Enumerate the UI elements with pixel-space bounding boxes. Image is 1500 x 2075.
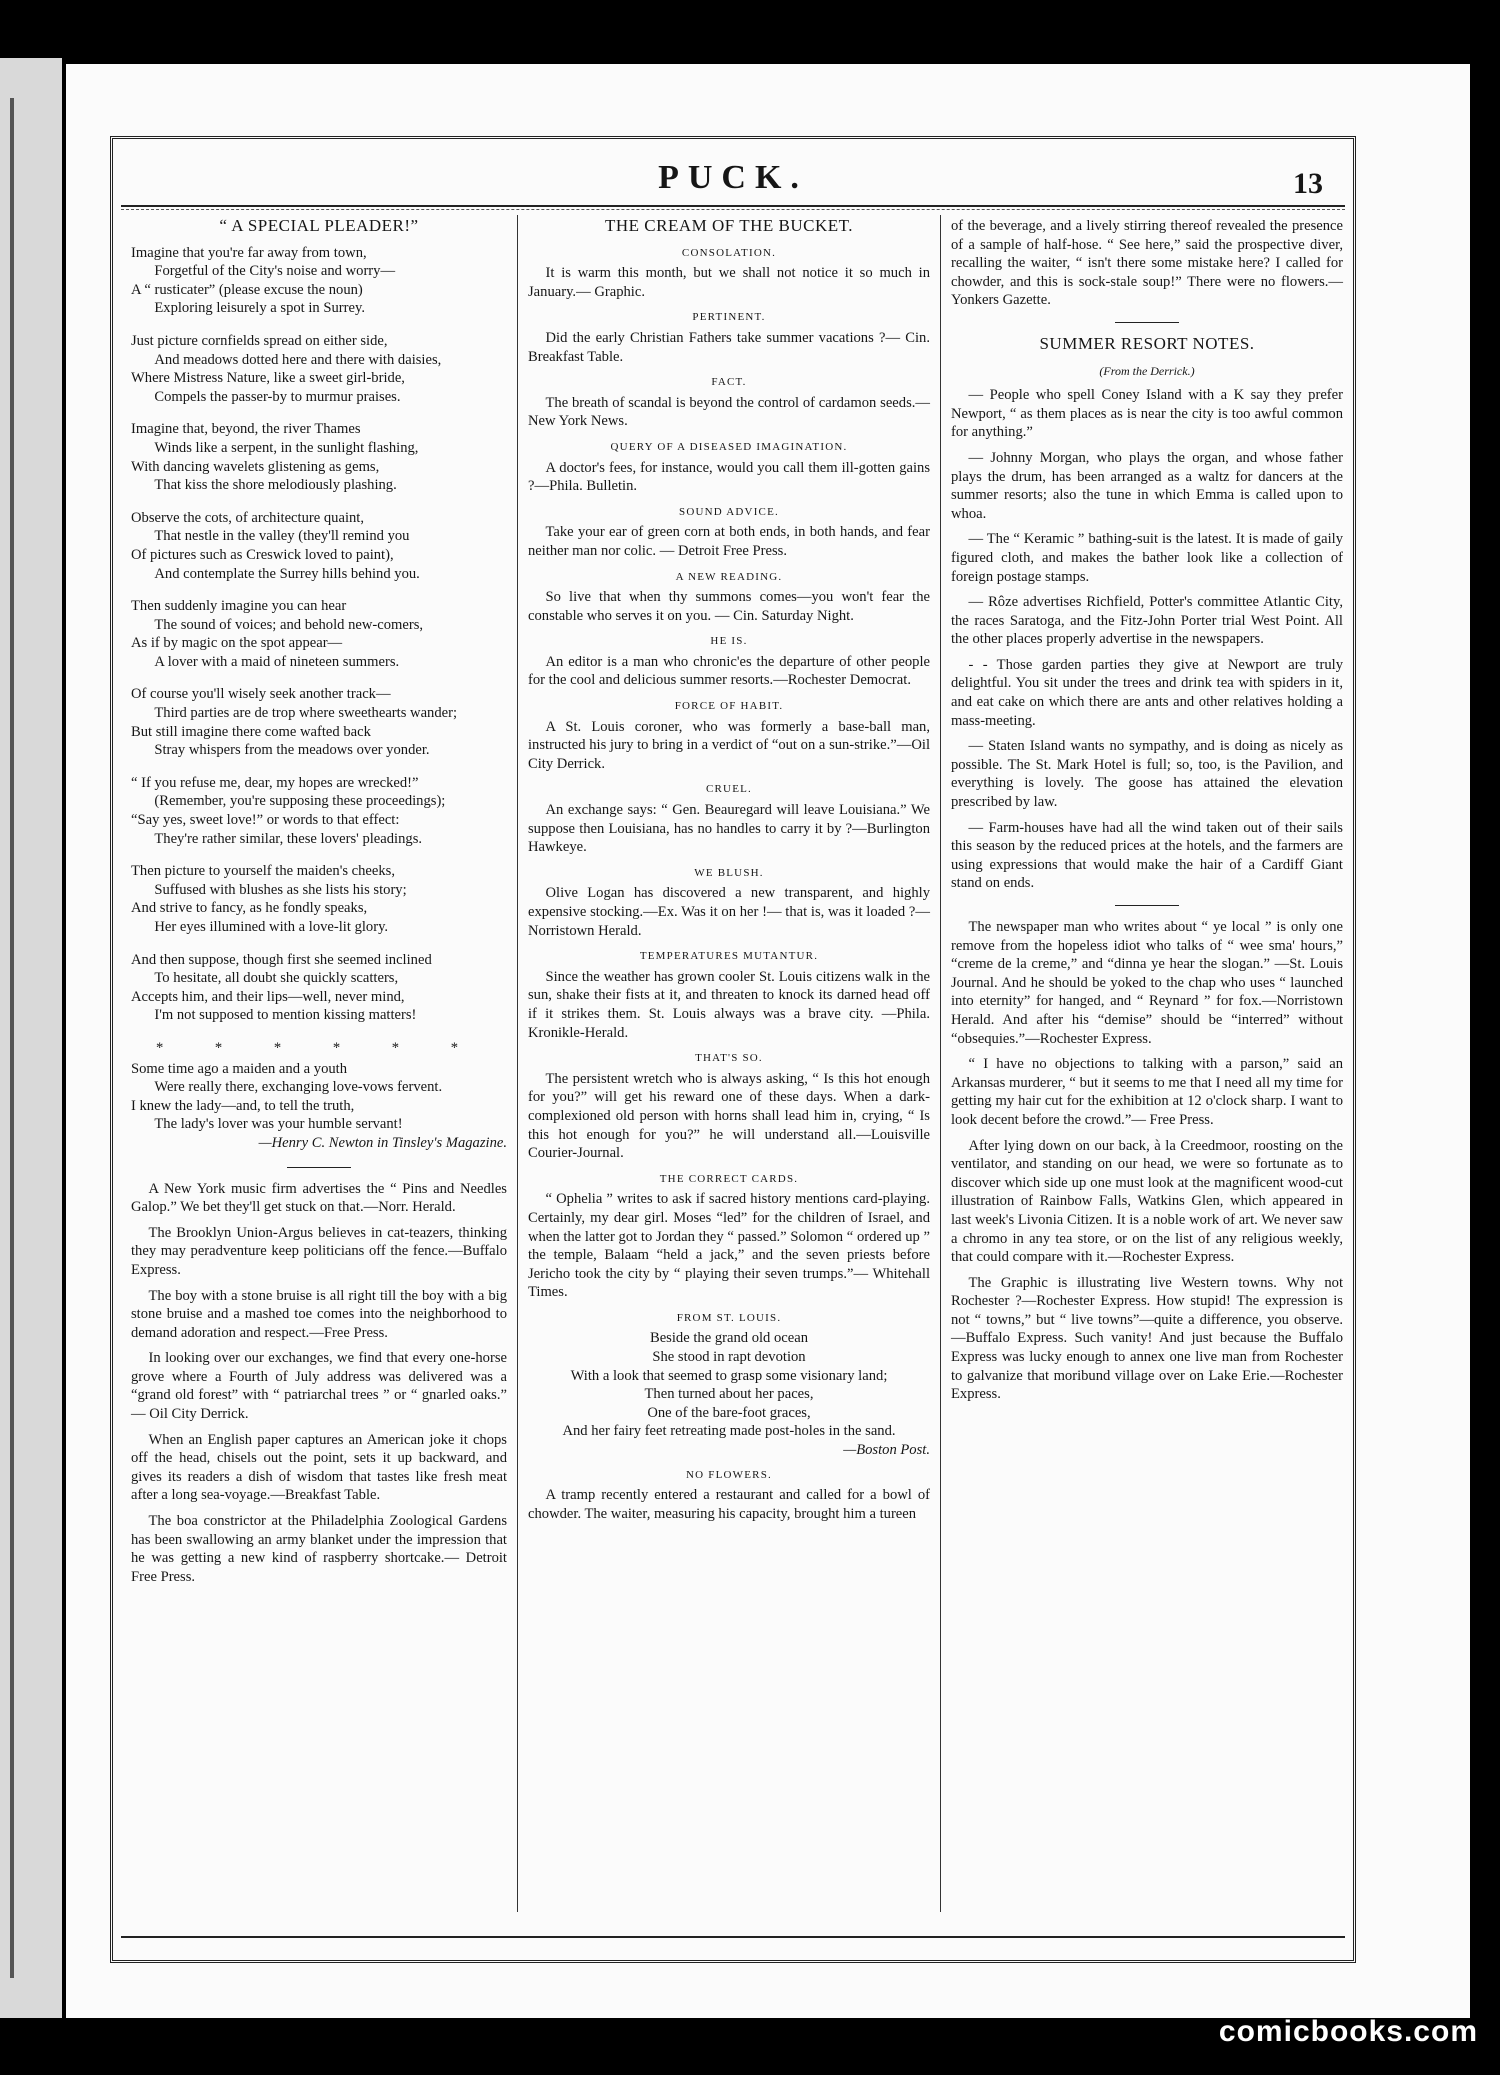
poem-line: Compels the passer-by to murmur praises.	[154, 388, 401, 405]
section-title: THE CREAM OF THE BUCKET.	[605, 216, 853, 235]
poem-stanza	[131, 509, 507, 583]
news-item: The Brooklyn Union-Argus believes in cat-teazers, thinking they may peradventure keep politicians off the fence.—Buffalo Express.	[131, 1224, 507, 1278]
section-title: SUMMER RESORT NOTES.	[1039, 333, 1255, 353]
poem-line: And then suppose, though first she seemed inclined	[131, 951, 432, 968]
section-stars: * * * * * *	[155, 1039, 483, 1056]
page-number: 13	[1293, 167, 1323, 200]
poem-stanza	[131, 774, 507, 848]
poem-stanza	[131, 332, 507, 406]
poem-final-stanza	[131, 1060, 507, 1153]
site-watermark: comicbooks.com	[1218, 2015, 1478, 2048]
subheading: CONSOLATION.	[681, 246, 777, 259]
jokes-list	[528, 244, 930, 1302]
news-item: The boa constrictor at the Philadelphia Zoological Gardens has been swallowing an army blanket under the impression that he was getting a new kind of raspberry shortcake.— Detroit Free Press.	[131, 1513, 507, 1585]
adjacent-page-edge	[0, 58, 62, 2018]
column-rule	[940, 215, 941, 1912]
poem-stanza	[131, 244, 507, 318]
poem-line: She stood in rapt devotion	[652, 1349, 806, 1366]
poem-line: Her eyes illumined with a love-lit glory.	[154, 919, 389, 935]
poem-line: “ If you refuse me, dear, my hopes are wrecked!”	[131, 774, 419, 791]
subheading: A NEW READING.	[675, 570, 783, 583]
resort-note: — Farm-houses have had all the wind taken out of their sails this season by the reduced prices at the hotels, and the farmers are using expressions that would make the hair of a Cardiff Giant stand on ends.	[951, 819, 1343, 892]
news-item: So live that when thy summons comes—you won't fear the constable who serves it on you. — Cin. Saturday Night.	[528, 589, 930, 624]
poem-line: A “ rusticater” (please excuse the noun)	[131, 281, 363, 298]
short-poem	[528, 1329, 930, 1459]
poem-line: And contemplate the Surrey hills behind you.	[154, 565, 420, 582]
subheading: FROM ST. LOUIS.	[676, 1311, 782, 1324]
subheading: HE IS.	[710, 635, 748, 648]
poem-line: Of course you'll wisely seek another track—	[131, 686, 391, 703]
poem-line: Imagine that, beyond, the river Thames	[131, 421, 361, 438]
subheading: THAT'S SO.	[695, 1052, 763, 1065]
poem-attribution: —Boston Post.	[843, 1442, 930, 1459]
news-item: A New York music firm advertises the “ Pins and Needles Galop.” We bet they'll get stuck on that.—Norr. Herald.	[131, 1180, 507, 1216]
poem-stanza	[131, 862, 507, 936]
poem-line: Some time ago a maiden and a youth	[131, 1060, 348, 1077]
column-3	[951, 217, 1343, 1411]
poem-line: Stray whispers from the meadows over yonder.	[154, 742, 430, 759]
poem-line: Just picture cornfields spread on either side,	[131, 332, 388, 349]
poem-line: And strive to fancy, as he fondly speaks,	[131, 900, 368, 917]
poem-line: The sound of voices; and behold new-comers,	[154, 616, 424, 633]
news-item: “ Ophelia ” writes to ask if sacred history mentions card-playing. Certainly, my dear girl. Moses “led” for the children of Israel, and when the latter got to Jordan they “ passed.” Solomon “ ordered up ” the temple, Balaam “held a jack,” and the seven priests before Jericho took the city by “ playing their seven trumps.”— Whitehall Times.	[528, 1191, 930, 1301]
news-item: A tramp recently entered a restaurant and called for a bowl of chowder. The waiter, measuring his capacity, brought him a tureen	[528, 1487, 930, 1522]
news-item: Since the weather has grown cooler St. Louis citizens walk in the sun, shake their fists at it, and threaten to knock its darned head off if it strikes them. St. Louis always was a brave city. —Phila. Kronikle-Herald.	[528, 968, 930, 1041]
poem-line: Winds like a serpent, in the sunlight flashing,	[154, 439, 419, 456]
news-item: An editor is a man who chronic'es the departure of other people for the cool and delicious summer resorts.—Rochester Democrat.	[528, 653, 930, 689]
resort-note: — The “ Keramic ” bathing-suit is the latest. It is made of gaily figured cloth, and makes the bather look like a collection of foreign postage stamps.	[951, 531, 1343, 585]
news-item: A doctor's fees, for instance, would you call them ill-gotten gains ?—Phila. Bulletin.	[528, 459, 930, 495]
poem-line: That kiss the shore melodiously plashing.	[154, 477, 397, 494]
poem-line: Beside the grand old ocean	[649, 1330, 809, 1347]
poem-line: That nestle in the valley (they'll remind you	[154, 528, 410, 545]
poem-line: (Remember, you're supposing these proceedings);	[154, 793, 446, 810]
poem-line: With dancing wavelets glistening as gems,	[131, 458, 380, 475]
subheading: THE CORRECT CARDS.	[659, 1172, 799, 1185]
resort-note: — Rôze advertises Richfield, Potter's committee Atlantic City, the races Saratoga, and the Fitz-John Porter trial West Point. All the other places properly advertise in the newspapers.	[951, 594, 1343, 648]
resort-note: — Staten Island wants no sympathy, and is doing as nicely as possible. The St. Mark Hotel is full; so, too, is the Pavilion, and everything is lovely. The goose has attained the elevation prescribed by law.	[951, 738, 1343, 811]
news-item: The breath of scandal is beyond the control of cardamon seeds.—New York News.	[528, 394, 930, 430]
poem-line: Imagine that you're far away from town,	[131, 244, 367, 261]
news-item: The persistent wretch who is always asking, “ Is this hot enough for you?” will get his reward one of these days. When a dark-complexioned old person with horns shall lead him in, crying, “ Is this hot enough for you?” he will understand all.—Louisville Courier-Journal.	[528, 1070, 930, 1162]
news-item: “ I have no objections to talking with a parson,” said an Arkansas murderer, “ but it seems to me that I need all my time for getting my hair cut for the exhibition at 12 o'clock sharp. I want to look decent before the crowd.”— Free Press.	[951, 1056, 1343, 1128]
poem-line: One of the bare-foot graces,	[647, 1404, 811, 1421]
poem-stanza	[131, 420, 507, 494]
poem-line: As if by magic on the spot appear—	[131, 635, 343, 652]
resort-note: - - Those garden parties they give at Newport are truly delightful. You sit under the trees and drink tea with spiders in it, and eat cake on which there are ants and other relatives holding a mass-meeting.	[951, 656, 1343, 729]
header-rule	[121, 205, 1345, 210]
poem-line: I knew the lady—and, to tell the truth,	[131, 1097, 355, 1114]
poem-line: Then picture to yourself the maiden's cheeks,	[131, 863, 396, 880]
footer-rule	[121, 1936, 1345, 1938]
poem-line: With a look that seemed to grasp some visionary land;	[570, 1367, 888, 1384]
poem-stanza	[131, 597, 507, 671]
news-item: It is warm this month, but we shall not notice it so much in January.— Graphic.	[528, 265, 930, 300]
poem-stanza	[131, 685, 507, 759]
news-item: The newspaper man who writes about “ ye local ” is only one remove from the hopeless idiot who talks of “ wee sma' hours,” “creme de la creme,” and “dinna ye hear the slogan.” —St. Louis Journal. And he should be yoked to the chap who uses “ launched into eternity” for hanged, and “ Reynard ” for fox.—Norristown Herald. And after his “demise” should be “interred” without “obsequies.”—Rochester Express.	[951, 919, 1343, 1047]
masthead: PUCK.	[658, 159, 808, 196]
subheading: SOUND ADVICE.	[679, 505, 779, 518]
poem-line: And her fairy feet retreating made post-holes in the sand.	[562, 1423, 896, 1440]
resort-note: — People who spell Coney Island with a K say they prefer Newport, “ as them places as is near the city is too awful common for anything.”	[951, 387, 1343, 441]
poem-line: Then turned about her paces,	[644, 1386, 814, 1403]
news-item: The Graphic is illustrating live Western towns. Why not Rochester ?—Rochester Express. How stupid! The expression is not “ towns,” but “ live towns”—quite a difference, you observe.—Buffalo Express. Such vanity! And just because the Buffalo Express was lucky enough to annex one live man from Rochester to galvanize that moribund village over on Lake Erie.—Rochester Express.	[951, 1274, 1343, 1403]
poem-line: Forgetful of the City's noise and worry—	[154, 263, 396, 280]
poem-line: Accepts him, and their lips—well, never mind,	[131, 988, 405, 1005]
poem-line: Of pictures such as Creswick loved to paint),	[131, 546, 394, 563]
news-item: The boy with a stone bruise is all right till the boy with a big stone bruise and a mashed toe comes into the neighborhood to demand adoration and respect.—Free Press.	[131, 1287, 507, 1341]
poem-line: “Say yes, sweet love!” or words to that effect:	[131, 812, 400, 829]
subheading: FORCE OF HABIT.	[674, 700, 784, 713]
column-1	[131, 217, 507, 1593]
subheading: NO FLOWERS.	[686, 1468, 772, 1481]
news-item: A St. Louis coroner, who was formerly a base-ball man, instructed his jury to bring in a verdict of “out on a sun-strike.”—Oil City Derrick.	[528, 718, 930, 772]
subheading: CRUEL.	[705, 783, 752, 796]
poem-line: They're rather similar, these lovers' pleadings.	[154, 830, 423, 847]
subheading: QUERY OF A DISEASED IMAGINATION.	[610, 440, 848, 453]
news-item: An exchange says: “ Gen. Beauregard will leave Louisiana.” We suppose then Louisiana, has no handles to carry it by ?—Burlington Hawkeye.	[528, 802, 930, 856]
poem-line: A lover with a maid of nineteen summers.	[154, 653, 400, 670]
column-2	[528, 217, 930, 1530]
news-item: Did the early Christian Fathers take summer vacations ?— Cin. Breakfast Table.	[528, 329, 930, 365]
poem-line: Then suddenly imagine you can hear	[131, 598, 347, 615]
poem-title: “ A SPECIAL PLEADER!”	[219, 216, 419, 235]
divider	[1115, 322, 1179, 323]
poem-line: Where Mistress Nature, like a sweet girl-bride,	[131, 370, 405, 387]
adjacent-page-rule	[10, 98, 14, 1978]
divider	[287, 1167, 351, 1168]
poem-line: But still imagine there come wafted back	[131, 723, 371, 740]
poem-line: Third parties are de trop where sweethearts wander;	[154, 705, 458, 722]
poem-line: And meadows dotted here and there with daisies,	[154, 351, 442, 368]
subheading: WE BLUSH.	[694, 866, 764, 879]
subheading: FACT.	[711, 376, 747, 389]
poem-line: Exploring leisurely a spot in Surrey.	[154, 300, 365, 317]
poem-attribution: —Henry C. Newton in Tinsley's Magazine.	[258, 1134, 507, 1151]
poem-stanza	[131, 951, 507, 1025]
news-item: When an English paper captures an American joke it chops off the head, chisels out the point, sets it up backward, and gives its readers a dish of wisdom that tastes like fresh meat after a long sea-voyage.—Breakfast Table.	[131, 1431, 507, 1504]
subheading: PERTINENT.	[692, 311, 766, 324]
news-item: Olive Logan has discovered a new transparent, and highly expensive stocking.—Ex. Was it on her !— that is, was it loaded ?— Norristown Herald.	[528, 885, 930, 939]
news-item: Take your ear of green corn at both ends, in both hands, and fear neither man nor colic. — Detroit Free Press.	[528, 524, 930, 559]
news-item: After lying down on our back, à la Creedmoor, roosting on the ventilator, and standing on our head, we were so fortunate as to discover which side up one must look at the magnificent wood-cut illustration of Rainbow Falls, Watkins Glen, which appeared in last week's Livonia Citizen. It is a noble work of art. We never saw a chromo in any tea store, or on the list of any religious weekly, that could compare with it.—Rochester Express.	[951, 1137, 1343, 1266]
section-subtitle: (From the Derrick.)	[1099, 363, 1195, 378]
poem-body	[131, 244, 507, 1025]
subheading: TEMPERATURES MUTANTUR.	[639, 950, 819, 963]
poem-line: To hesitate, all doubt she quickly scatters,	[154, 970, 399, 987]
poem-line: I'm not supposed to mention kissing matters!	[154, 1007, 417, 1024]
continued-text: of the beverage, and a lively stirring thereof revealed the presence of a sample of half-hose. “ See here,” said the prospective diver, recalling the waiter, “ isn't there some mistake here? I called for chowder, and this is sock-stale soup!” There were no flowers.— Yonkers Gazette.	[951, 218, 1343, 309]
column-rule	[517, 215, 518, 1912]
poem-line: Suffused with blushes as she lists his story;	[154, 881, 407, 898]
poem-line: Observe the cots, of architecture quaint,	[131, 509, 365, 526]
poem-line: Were really there, exchanging love-vows fervent.	[154, 1079, 443, 1096]
divider	[1115, 905, 1179, 906]
poem-line: The lady's lover was your humble servant!	[154, 1116, 403, 1133]
resort-note: — Johnny Morgan, who plays the organ, and whose father plays the drum, has been arranged as a waltz for dancers at the summer resorts; also the tune in which Emma is called upon to whoa.	[951, 449, 1343, 522]
page-frame	[110, 136, 1356, 1963]
news-item: In looking over our exchanges, we find that every one-horse grove where a Fourth of July address was delivered was a “grand old forest” with “ patriarchal trees ” or “ gnarled oaks.” — Oil City Derrick.	[131, 1350, 507, 1423]
